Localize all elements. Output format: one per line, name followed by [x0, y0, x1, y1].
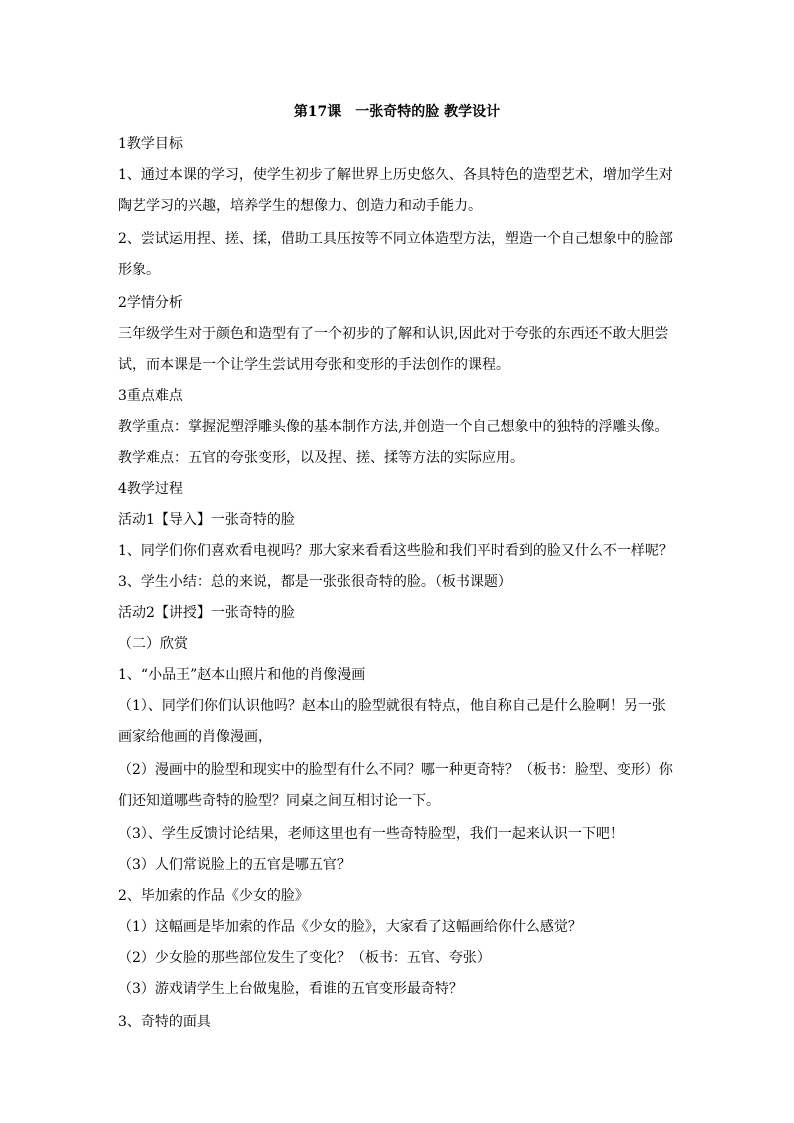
paragraph-line: （3）人们常说脸上的五官是哪五官？: [118, 857, 351, 873]
paragraph-line: （2）漫画中的脸型和现实中的脸型有什么不同？哪一种更奇特？（板书：脸型、变形）你: [118, 762, 673, 778]
paragraph-line: （3）游戏请学生上台做鬼脸，看谁的五官变形最奇特？: [118, 981, 463, 997]
paragraph-line: 们还知道哪些奇特的脸型？同桌之间互相讨论一下。: [118, 793, 440, 809]
paragraph-line: 3、奇特的面具: [118, 1014, 211, 1030]
paragraph-line: 3、学生小结：总的来说，都是一张张很奇特的脸。（板书课题）: [118, 574, 512, 590]
activity-heading: 活动2【讲授】一张奇特的脸: [118, 605, 295, 621]
paragraph-line: 教学重点：掌握泥塑浮雕头像的基本制作方法,并创造一个自己想象中的独特的浮雕头像。: [118, 419, 669, 435]
section-heading-process: 4教学过程: [118, 481, 183, 497]
paragraph-line: 1、通过本课的学习，使学生初步了解世界上历史悠久、各具特色的造型艺术，增加学生对: [118, 167, 673, 183]
paragraph-line: （1）、同学们你们认识他吗？赵本山的脸型就很有特点，他自称自己是什么脸啊！另一张: [118, 698, 666, 714]
document-title: 第17课 一张奇特的脸 教学设计: [293, 104, 501, 120]
paragraph-line: （1）这幅画是毕加索的作品《少女的脸》，大家看了这幅画给你什么感觉？: [118, 919, 582, 935]
paragraph-line: （二）欣赏: [118, 636, 188, 652]
paragraph-line: 1、“小品王”赵本山照片和他的肖像漫画: [118, 667, 366, 683]
paragraph-line: （2）少女脸的那些部位发生了变化？（板书：五官、夸张）: [118, 950, 491, 966]
section-heading-objectives: 1教学目标: [118, 136, 183, 152]
activity-heading: 活动1【导入】一张奇特的脸: [118, 512, 295, 528]
section-heading-analysis: 2学情分析: [118, 295, 183, 311]
paragraph-line: 形象。: [118, 262, 160, 278]
paragraph-line: 2、尝试运用捏、搓、揉，借助工具压按等不同立体造型方法，塑造一个自己想象中的脸部: [118, 231, 673, 247]
paragraph-line: 1、同学们你们喜欢看电视吗？那大家来看看这些脸和我们平时看到的脸又什么不一样呢？: [118, 543, 673, 559]
paragraph-line: （3）、学生反馈讨论结果，老师这里也有一些奇特脸型，我们一起来认识一下吧！: [118, 826, 624, 842]
paragraph-line: 2、毕加索的作品《少女的脸》: [118, 888, 309, 904]
paragraph-line: 三年级学生对于颜色和造型有了一个初步的了解和认识,因此对于夸张的东西还不敢大胆尝: [118, 326, 669, 342]
paragraph-line: 陶艺学习的兴趣，培养学生的想像力、创造力和动手能力。: [118, 198, 482, 214]
paragraph-line: 画家给他画的肖像漫画，: [118, 729, 272, 745]
paragraph-line: 试，而本课是一个让学生尝试用夸张和变形的手法创作的课程。: [118, 357, 510, 373]
section-heading-key-points: 3重点难点: [118, 388, 183, 404]
paragraph-line: 教学难点：五官的夸张变形，以及捏、搓、揉等方法的实际应用。: [118, 450, 524, 466]
